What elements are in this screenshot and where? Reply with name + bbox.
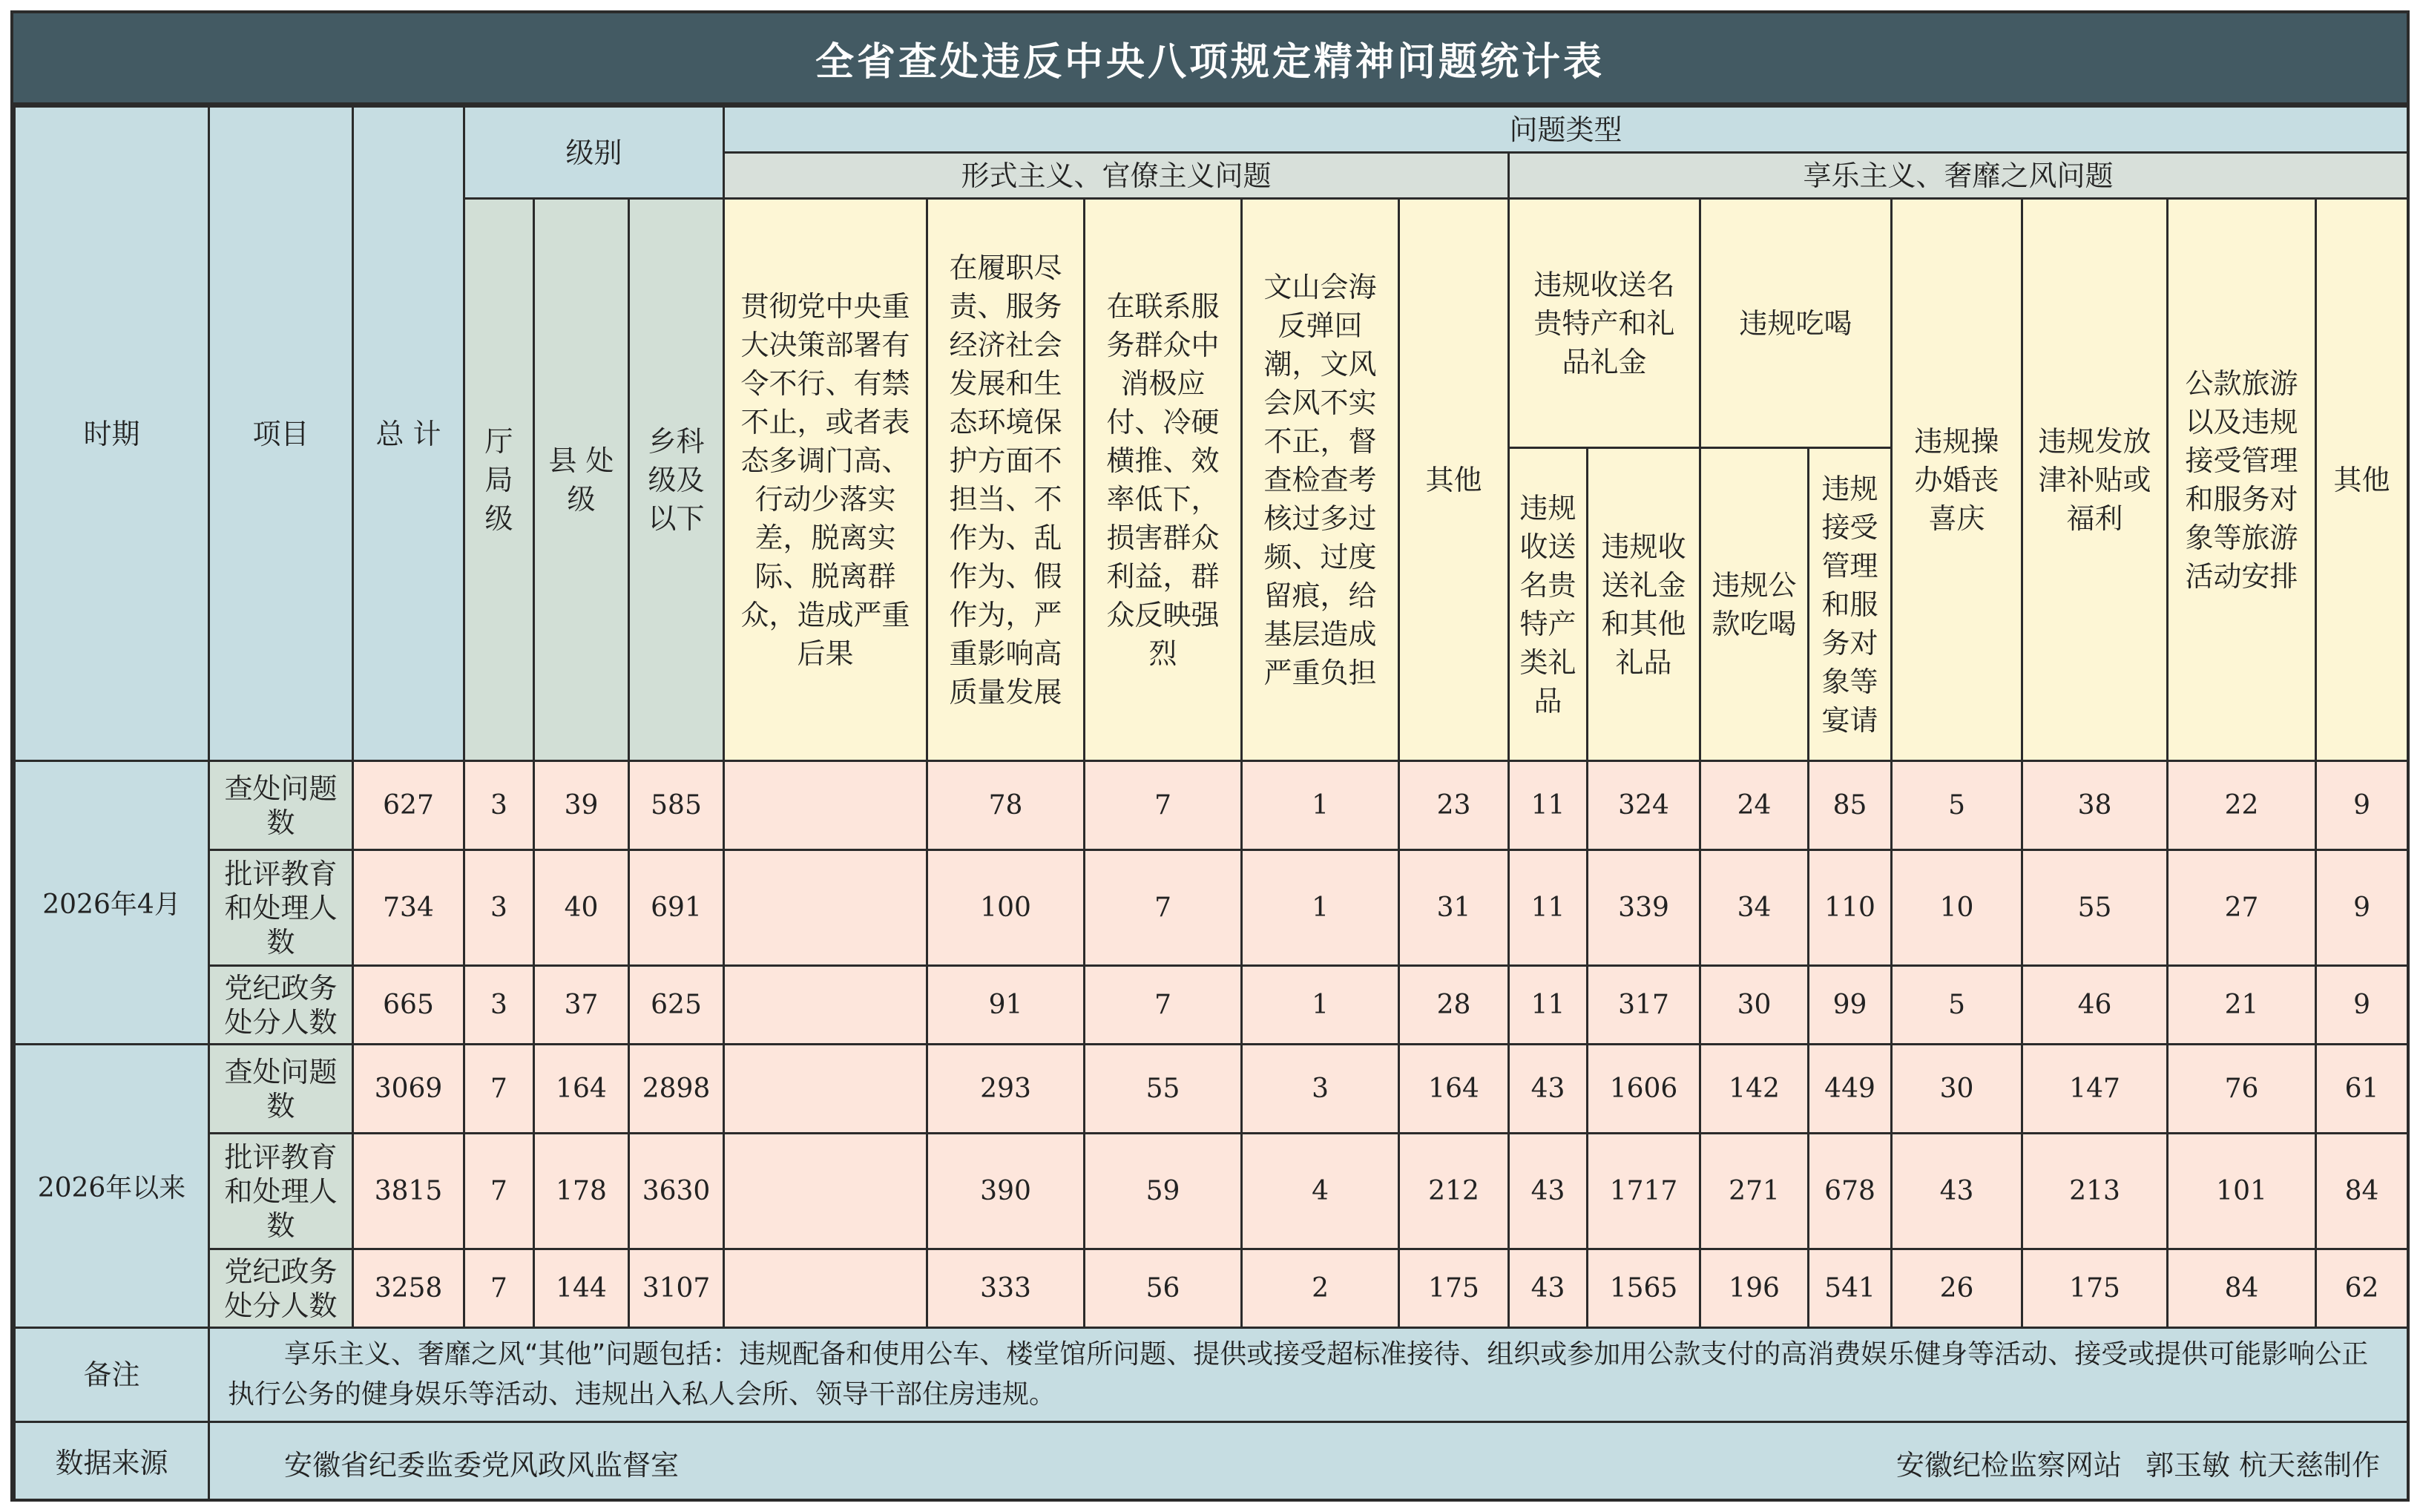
value-cell: 21 (2168, 966, 2316, 1045)
value-cell: 37 (534, 966, 629, 1045)
value-cell: 10 (1892, 850, 2022, 966)
header-level: 级别 (464, 107, 724, 199)
value-cell: 213 (2022, 1134, 2168, 1249)
value-cell (724, 1249, 927, 1328)
table-title: 全省查处违反中央八项规定精神问题统计表 (13, 13, 2407, 105)
value-cell: 11 (1509, 761, 1588, 850)
value-cell: 175 (1399, 1249, 1509, 1328)
value-cell: 9 (2316, 850, 2408, 966)
value-cell: 7 (1085, 966, 1242, 1045)
value-cell: 43 (1892, 1134, 2022, 1249)
value-cell: 34 (1700, 850, 1809, 966)
table-row (15, 1249, 2408, 1328)
value-cell: 43 (1509, 1134, 1588, 1249)
period-cell: 2026年4月 (15, 761, 209, 1045)
table-row (15, 1134, 2408, 1249)
source-label: 数据来源 (15, 1422, 209, 1502)
stats-table-frame (10, 10, 2410, 1502)
table-row (15, 1045, 2408, 1134)
value-cell: 339 (1588, 850, 1700, 966)
header-problem-type: 问题类型 (724, 107, 2408, 153)
header-period: 时期 (15, 107, 209, 761)
value-cell: 100 (927, 850, 1085, 966)
value-cell: 9 (2316, 761, 2408, 850)
value-cell: 46 (2022, 966, 2168, 1045)
header-dining-public: 违规公款吃喝 (1700, 448, 1809, 761)
value-cell: 30 (1700, 966, 1809, 1045)
row-item-label: 党纪政务处分人数 (209, 1249, 353, 1328)
value-cell: 7 (464, 1249, 534, 1328)
value-cell: 5 (1892, 966, 2022, 1045)
value-cell: 91 (927, 966, 1085, 1045)
source-site: 安徽纪检监察网站 (1895, 1449, 2122, 1482)
value-cell: 59 (1085, 1134, 1242, 1249)
value-cell: 3069 (353, 1045, 464, 1134)
value-cell: 317 (1588, 966, 1700, 1045)
value-cell: 142 (1700, 1045, 1809, 1134)
value-cell: 3258 (353, 1249, 464, 1328)
header-weddings-funerals: 违规操办婚丧喜庆 (1892, 199, 2022, 761)
header-formalism-group: 形式主义、官僚主义问题 (724, 153, 1509, 199)
table-row (15, 966, 2408, 1045)
row-item-label: 党纪政务处分人数 (209, 966, 353, 1045)
row-item-label: 查处问题数 (209, 761, 353, 850)
value-cell: 43 (1509, 1249, 1588, 1328)
value-cell: 293 (927, 1045, 1085, 1134)
header-formalism-decisions: 贯彻党中央重大决策部署有令不行、有禁不止，或者表态多调门高、行动少落实差，脱离实际、脱离群众，造成严重后果 (724, 199, 927, 761)
value-cell: 3 (464, 850, 534, 966)
header-formalism-duty: 在履职尽责、服务经济社会发展和生态环境保护方面不担当、不作为、乱作为、假作为，严重影响高质量发展 (927, 199, 1085, 761)
value-cell: 196 (1700, 1249, 1809, 1328)
row-item-label: 批评教育和处理人数 (209, 850, 353, 966)
header-gifts-money: 违规收送礼金和其他礼品 (1588, 448, 1700, 761)
value-cell: 11 (1509, 966, 1588, 1045)
value-cell: 1717 (1588, 1134, 1700, 1249)
value-cell: 78 (927, 761, 1085, 850)
header-total: 总 计 (353, 107, 464, 761)
source-row (210, 1442, 2407, 1483)
header-formalism-masses: 在联系服务群众中消极应付、冷硬横推、效率低下，损害群众利益，群众反映强烈 (1085, 199, 1242, 761)
header-level-ting: 厅局级 (464, 199, 534, 761)
value-cell: 691 (629, 850, 724, 966)
value-cell: 101 (2168, 1134, 2316, 1249)
value-cell: 3630 (629, 1134, 724, 1249)
source-office: 安徽省纪委监委党风政风监督室 (284, 1449, 680, 1482)
value-cell: 324 (1588, 761, 1700, 850)
header-dining-banquets: 违规接受管理和服务对象等宴请 (1809, 448, 1892, 761)
value-cell: 2898 (629, 1045, 724, 1134)
header-gifts-group: 违规收送名贵特产和礼品礼金 (1509, 199, 1700, 448)
value-cell: 62 (2316, 1249, 2408, 1328)
value-cell: 212 (1399, 1134, 1509, 1249)
value-cell: 449 (1809, 1045, 1892, 1134)
value-cell: 1 (1242, 850, 1399, 966)
value-cell: 678 (1809, 1134, 1892, 1249)
note-text: 享乐主义、奢靡之风“其他”问题包括：违规配备和使用公车、楼堂馆所问题、提供或接受超标准接待、组织或参加用公款支付的高消费娱乐健身等活动、接受或提供可能影响公正执行公务的健身娱乐等活动、违规出入私人会所、领导干部住房违规。 (228, 1339, 2369, 1410)
value-cell (724, 761, 927, 850)
header-formalism-meetings: 文山会海反弹回潮，文风会风不实不正，督查检查考核过多过频、过度留痕，给基层造成严重负担 (1242, 199, 1399, 761)
value-cell: 55 (2022, 850, 2168, 966)
value-cell: 23 (1399, 761, 1509, 850)
value-cell: 22 (2168, 761, 2316, 850)
header-level-xiang: 乡科级及以下 (629, 199, 724, 761)
value-cell: 55 (1085, 1045, 1242, 1134)
value-cell: 541 (1809, 1249, 1892, 1328)
header-formalism-other: 其他 (1399, 199, 1509, 761)
value-cell: 665 (353, 966, 464, 1045)
value-cell: 7 (1085, 850, 1242, 966)
value-cell: 38 (2022, 761, 2168, 850)
value-cell: 40 (534, 850, 629, 966)
value-cell (724, 1045, 927, 1134)
value-cell (724, 1134, 927, 1249)
header-level-xian: 县 处 级 (534, 199, 629, 761)
value-cell: 3 (464, 761, 534, 850)
value-cell: 24 (1700, 761, 1809, 850)
stats-table (13, 105, 2409, 1502)
table-row (15, 761, 2408, 850)
value-cell: 734 (353, 850, 464, 966)
value-cell: 4 (1242, 1134, 1399, 1249)
header-hedonism-other: 其他 (2316, 199, 2408, 761)
header-gifts-specialty: 违规收送名贵特产类礼品 (1509, 448, 1588, 761)
value-cell: 28 (1399, 966, 1509, 1045)
value-cell: 144 (534, 1249, 629, 1328)
value-cell: 1565 (1588, 1249, 1700, 1328)
value-cell: 164 (534, 1045, 629, 1134)
value-cell: 110 (1809, 850, 1892, 966)
period-cell: 2026年以来 (15, 1045, 209, 1328)
value-cell: 11 (1509, 850, 1588, 966)
header-item: 项目 (209, 107, 353, 761)
value-cell: 178 (534, 1134, 629, 1249)
value-cell: 56 (1085, 1249, 1242, 1328)
value-cell: 147 (2022, 1045, 2168, 1134)
value-cell: 7 (1085, 761, 1242, 850)
value-cell: 99 (1809, 966, 1892, 1045)
header-travel: 公款旅游以及违规接受管理和服务对象等旅游活动安排 (2168, 199, 2316, 761)
header-dining-group: 违规吃喝 (1700, 199, 1892, 448)
value-cell: 85 (1809, 761, 1892, 850)
row-item-label: 批评教育和处理人数 (209, 1134, 353, 1249)
value-cell: 175 (2022, 1249, 2168, 1328)
value-cell: 333 (927, 1249, 1085, 1328)
value-cell: 625 (629, 966, 724, 1045)
value-cell: 1606 (1588, 1045, 1700, 1134)
value-cell: 30 (1892, 1045, 2022, 1134)
value-cell (724, 850, 927, 966)
value-cell: 84 (2316, 1134, 2408, 1249)
value-cell: 1 (1242, 966, 1399, 1045)
value-cell: 9 (2316, 966, 2408, 1045)
value-cell: 3815 (353, 1134, 464, 1249)
value-cell: 3 (464, 966, 534, 1045)
value-cell: 3 (1242, 1045, 1399, 1134)
value-cell: 5 (1892, 761, 2022, 850)
value-cell: 271 (1700, 1134, 1809, 1249)
note-label: 备注 (15, 1328, 209, 1422)
value-cell: 43 (1509, 1045, 1588, 1134)
value-cell: 7 (464, 1045, 534, 1134)
value-cell (724, 966, 927, 1045)
table-row (15, 850, 2408, 966)
value-cell: 3107 (629, 1249, 724, 1328)
value-cell: 84 (2168, 1249, 2316, 1328)
value-cell: 31 (1399, 850, 1509, 966)
value-cell: 61 (2316, 1045, 2408, 1134)
row-item-label: 查处问题数 (209, 1045, 353, 1134)
value-cell: 164 (1399, 1045, 1509, 1134)
value-cell: 76 (2168, 1045, 2316, 1134)
header-allowances: 违规发放津补贴或福利 (2022, 199, 2168, 761)
value-cell: 390 (927, 1134, 1085, 1249)
value-cell: 7 (464, 1134, 534, 1249)
value-cell: 1 (1242, 761, 1399, 850)
value-cell: 27 (2168, 850, 2316, 966)
value-cell: 585 (629, 761, 724, 850)
header-hedonism-group: 享乐主义、奢靡之风问题 (1509, 153, 2408, 199)
value-cell: 2 (1242, 1249, 1399, 1328)
value-cell: 26 (1892, 1249, 2022, 1328)
value-cell: 627 (353, 761, 464, 850)
source-authors: 郭玉敏 杭天慈制作 (2145, 1449, 2381, 1482)
value-cell: 39 (534, 761, 629, 850)
